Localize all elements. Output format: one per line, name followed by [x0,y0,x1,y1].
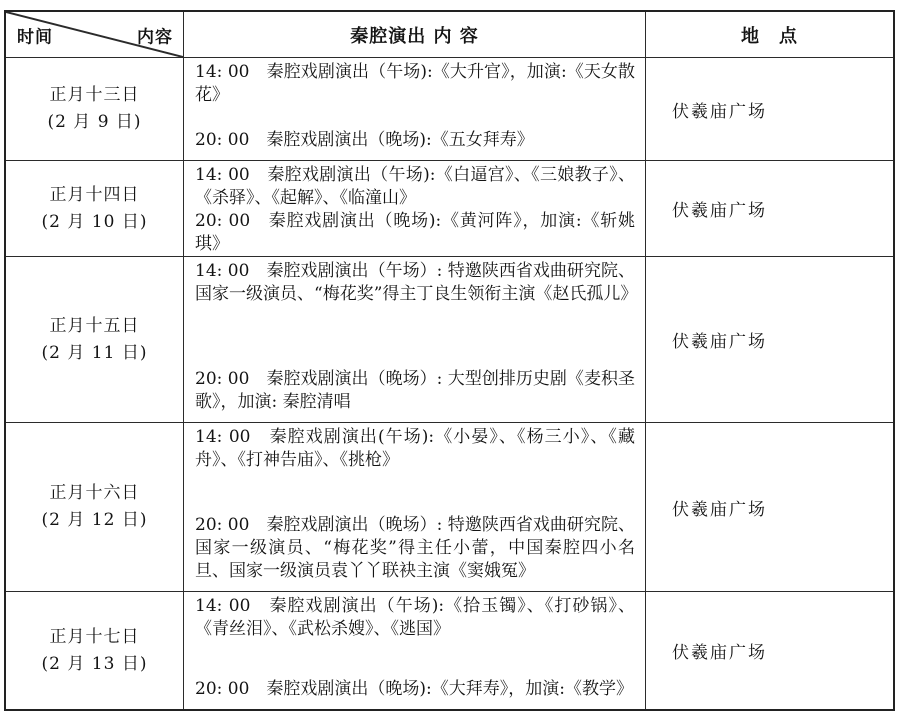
date-cell [6,58,184,161]
date-cell [6,592,184,709]
location-text: 伏羲庙广场 [672,332,767,352]
performance-schedule-table [4,10,895,711]
lunar-date-label: 正月十七日 [49,626,140,647]
header-location-column: 地 点 [646,12,893,58]
corner-time-label: 时间 [17,27,53,47]
location-cell [646,257,893,423]
performance-cell [184,161,646,257]
performance-cell [184,423,646,592]
performance-cell [184,58,646,161]
evening-show-text: 20: 00 秦腔戏剧演出（晚场):《大拜寿》，加演:《教学》 [195,679,633,699]
date-cell [6,161,184,257]
location-text: 伏羲庙广场 [672,643,767,663]
performance-cell [184,592,646,709]
afternoon-show-text: 14: 00 秦腔戏剧演出（午场):《白逼宫》、《三娘教子》、《杀驿》、《起解》、《临潼山》 [195,165,635,208]
gregorian-date-label: (2 月 13 日) [41,653,148,674]
gregorian-date-label: (2 月 11 日) [41,342,148,363]
lunar-date-label: 正月十五日 [49,315,140,336]
afternoon-show-text: 14: 00 秦腔戏剧演出（午场):《大升官》，加演:《天女散花》 [195,62,635,105]
corner-content-label: 内容 [137,27,173,47]
location-cell [646,58,893,161]
date-cell [6,423,184,592]
gregorian-date-label: (2 月 12 日) [41,510,148,530]
location-text: 伏羲庙广场 [672,101,767,122]
location-text: 伏羲庙广场 [672,201,767,221]
location-cell [646,423,893,592]
date-cell [6,257,184,423]
location-cell [646,592,893,709]
lunar-date-label: 正月十四日 [49,184,140,205]
location-cell [646,161,893,257]
evening-show-text: 20: 00 秦腔戏剧演出（晚场):《黄河阵》，加演:《斩姚琪》 [195,211,635,254]
header-corner-cell [6,12,184,58]
gregorian-date-label: (2 月 10 日) [41,211,148,232]
afternoon-show-text: 14: 00 秦腔戏剧演出(午场):《小晏》、《杨三小》、《藏舟》、《打神告庙》、《挑枪》 [195,427,635,470]
evening-show-text: 20: 00 秦腔戏剧演出（晚场）: 特邀陕西省戏曲研究院、国家一级演员、“梅花奖”得主任小蕾，中国秦腔四小名旦、国家一级演员袁丫丫联袂主演《窦娥冤》 [195,515,635,581]
evening-show-text: 20: 00 秦腔戏剧演出（晚场):《五女拜寿》 [195,130,534,150]
gregorian-date-label: (2 月 9 日) [47,112,142,132]
performance-cell [184,257,646,423]
afternoon-show-text: 14: 00 秦腔戏剧演出（午场）: 特邀陕西省戏曲研究院、国家一级演员、“梅花奖”得主丁良生领衔主演《赵氏孤儿》 [195,261,638,304]
afternoon-show-text: 14: 00 秦腔戏剧演出（午场):《拾玉镯》、《打砂锅》、《青丝泪》、《武松杀嫂》、《逃国》 [195,596,635,639]
header-performance-column: 秦腔演出 内 容 [184,12,646,58]
lunar-date-label: 正月十三日 [49,85,140,105]
lunar-date-label: 正月十六日 [49,483,140,503]
location-text: 伏羲庙广场 [672,499,767,520]
evening-show-text: 20: 00 秦腔戏剧演出（晚场）: 大型创排历史剧《麦积圣歌》，加演: 秦腔清唱 [195,369,635,412]
